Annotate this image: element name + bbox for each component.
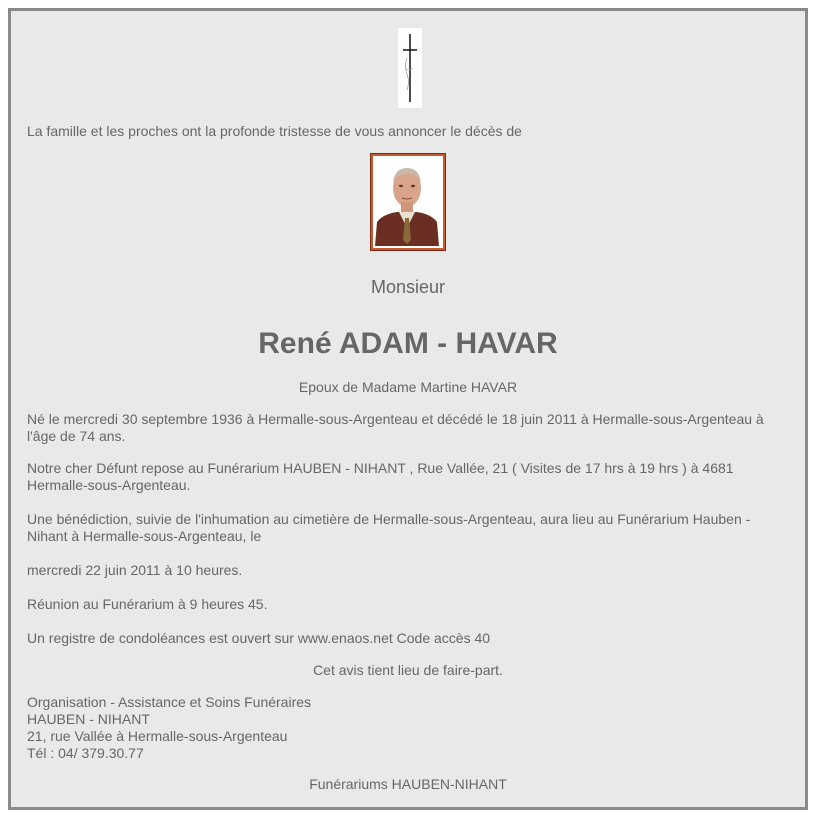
deceased-name: René ADAM - HAVAR xyxy=(258,327,558,360)
birth-death-text: Né le mercredi 30 septembre 1936 à Hermalle-sous-Argenteau et décédé le 18 juin 2011 à Hermalle-sous-Argenteau à l'âge de 74 ans. xyxy=(27,411,764,444)
faire-part-text: Cet avis tient lieu de faire-part. xyxy=(313,662,503,678)
organisation-phone: Tél : 04/ 379.30.77 xyxy=(27,745,144,761)
footer-text: Funérariums HAUBEN-NIHANT xyxy=(309,776,507,792)
obituary-frame xyxy=(8,8,808,810)
registry-text: Un registre de condoléances est ouvert sur www.enaos.net Code accès 40 xyxy=(27,630,491,646)
civility-title: Monsieur xyxy=(370,277,446,297)
ceremony-date: mercredi 22 juin 2011 à 10 heures. xyxy=(27,562,243,578)
organisation-line1: Organisation - Assistance et Soins Funéraires xyxy=(27,694,312,710)
meeting-text: Réunion au Funérarium à 9 heures 45. xyxy=(27,596,268,612)
portrait-photo xyxy=(370,153,446,251)
organisation-line3: 21, rue Vallée à Hermalle-sous-Argenteau xyxy=(27,728,288,744)
organisation-line2: HAUBEN - NIHANT xyxy=(27,711,150,727)
repose-text: Notre cher Défunt repose au Funérarium HAUBEN - NIHANT , Rue Vallée, 21 ( Visites de 17 hrs à 19 hrs ) à 4681 Hermalle-sous-Argenteau. xyxy=(27,460,734,493)
intro-text: La famille et les proches ont la profonde tristesse de vous annoncer le décès de xyxy=(27,123,522,139)
ceremony-text: Une bénédiction, suivie de l'inhumation au cimetière de Hermalle-sous-Argenteau, aura lieu au Funérarium Hauben - Nihant à Hermalle-sous-Argenteau, le xyxy=(27,511,751,544)
cross-icon xyxy=(398,28,422,108)
spouse-line: Epoux de Madame Martine HAVAR xyxy=(298,379,518,395)
